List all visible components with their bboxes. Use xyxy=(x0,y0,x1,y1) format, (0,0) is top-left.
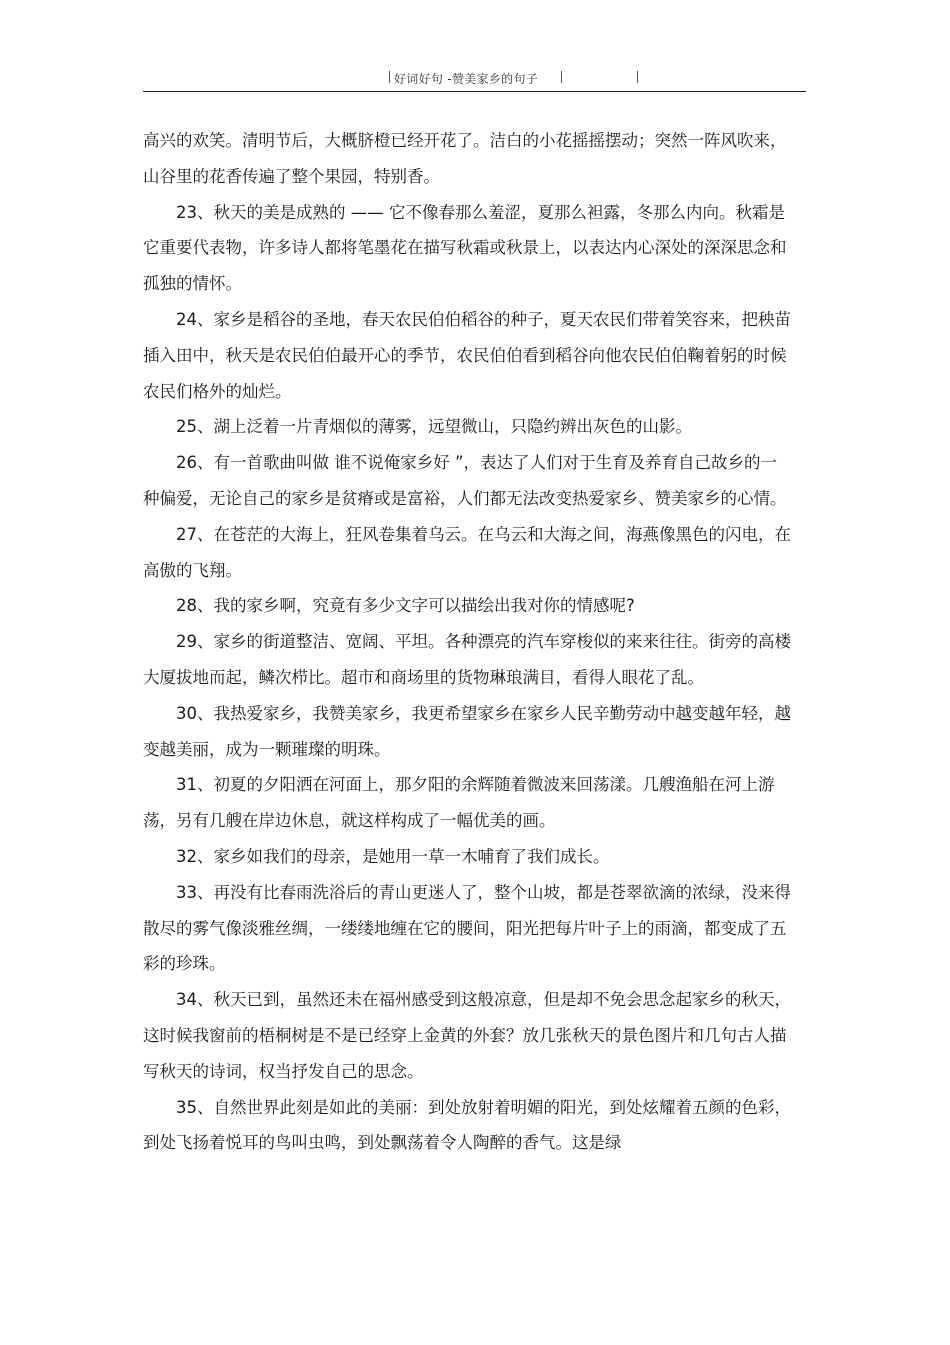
paragraph: 高兴的欢笑。清明节后，大概脐橙已经开花了。洁白的小花摇摇摆动；突然一阵风吹来，山谷里的花香传遍了整个果园，特别香。 xyxy=(143,131,787,186)
header-mark xyxy=(561,71,562,83)
paragraph: 29、家乡的街道整洁、宽阔、平坦。各种漂亮的汽车穿梭似的来来往往。街旁的高楼大厦拔地而起，鳞次栉比。超市和商场里的货物琳琅满目，看得人眼花了乱。 xyxy=(143,632,791,687)
paragraph: 25、湖上泛着一片青烟似的薄雾，远望微山，只隐约辨出灰色的山影。 xyxy=(176,417,692,437)
paragraph: 33、再没有比春雨洗浴后的青山更迷人了，整个山坡，都是苍翠欲滴的浓绿，没来得散尽的雾气像淡雅丝绸，一缕缕地缠在它的腰间，阳光把每片叶子上的雨滴，都变成了五彩的珍珠。 xyxy=(143,882,791,974)
paragraph: 24、家乡是稻谷的圣地，春天农民伯伯稻谷的种子，夏天农民们带着笑容来，把秧苗插入田中，秋天是农民伯伯最开心的季节，农民伯伯看到稻谷向他农民伯伯鞠着躬的时候农民们格外的灿烂。 xyxy=(143,309,791,401)
paragraph: 28、我的家乡啊，究竟有多少文字可以描绘出我对你的情感呢? xyxy=(176,596,635,616)
header-title: 好词好句 -赞美家乡的句子 xyxy=(394,72,539,86)
paragraph: 30、我热爱家乡，我赞美家乡，我更希望家乡在家乡人民辛勤劳动中越变越年轻，越变越美丽，成为一颗璀璨的明珠。 xyxy=(143,703,791,759)
paragraph: 23、秋天的美是成熟的 —— 它不像春那么羞涩，夏那么袒露，冬那么内向。秋霜是它重要代表物，许多诗人都将笔墨花在描写秋霜或秋景上，以表达内心深处的深深思念和孤独的情怀。 xyxy=(143,202,787,294)
paragraph: 27、在苍茫的大海上，狂风卷集着乌云。在乌云和大海之间，海燕像黑色的闪电，在高傲的飞翔。 xyxy=(143,524,791,580)
paragraph: 35、自然世界此刻是如此的美丽：到处放射着明媚的阳光，到处炫耀着五颜的色彩，到处飞扬着悦耳的鸟叫虫鸣，到处飘荡着令人陶醉的香气。这是绿 xyxy=(143,1097,791,1153)
body-text xyxy=(143,123,793,1161)
header-mark xyxy=(637,71,638,83)
paragraph: 31、初夏的夕阳洒在河面上，那夕阳的余辉随着微波来回荡漾。几艘渔船在河上游荡，另有几艘在岸边休息，就这样构成了一幅优美的画。 xyxy=(143,775,775,831)
paragraph: 26、有一首歌曲叫做 谁不说俺家乡好 ”，表达了人们对于生育及养育自己故乡的一种偏爱，无论自己的家乡是贫瘠或是富裕，人们都无法改变热爱家乡、赞美家乡的心情。 xyxy=(143,453,787,508)
header-rule xyxy=(143,91,806,92)
paragraph: 32、家乡如我们的母亲，是她用一草一木哺育了我们成长。 xyxy=(176,846,610,866)
paragraph: 34、秋天已到，虽然还未在福州感受到这般凉意，但是却不免会思念起家乡的秋天，这时候我窗前的梧桐树是不是已经穿上金黄的外套？放几张秋天的景色图片和几句古人描写秋天的诗词，权当抒发自己的思念。 xyxy=(143,990,791,1081)
header-mark xyxy=(389,71,390,83)
page-header xyxy=(143,68,806,90)
